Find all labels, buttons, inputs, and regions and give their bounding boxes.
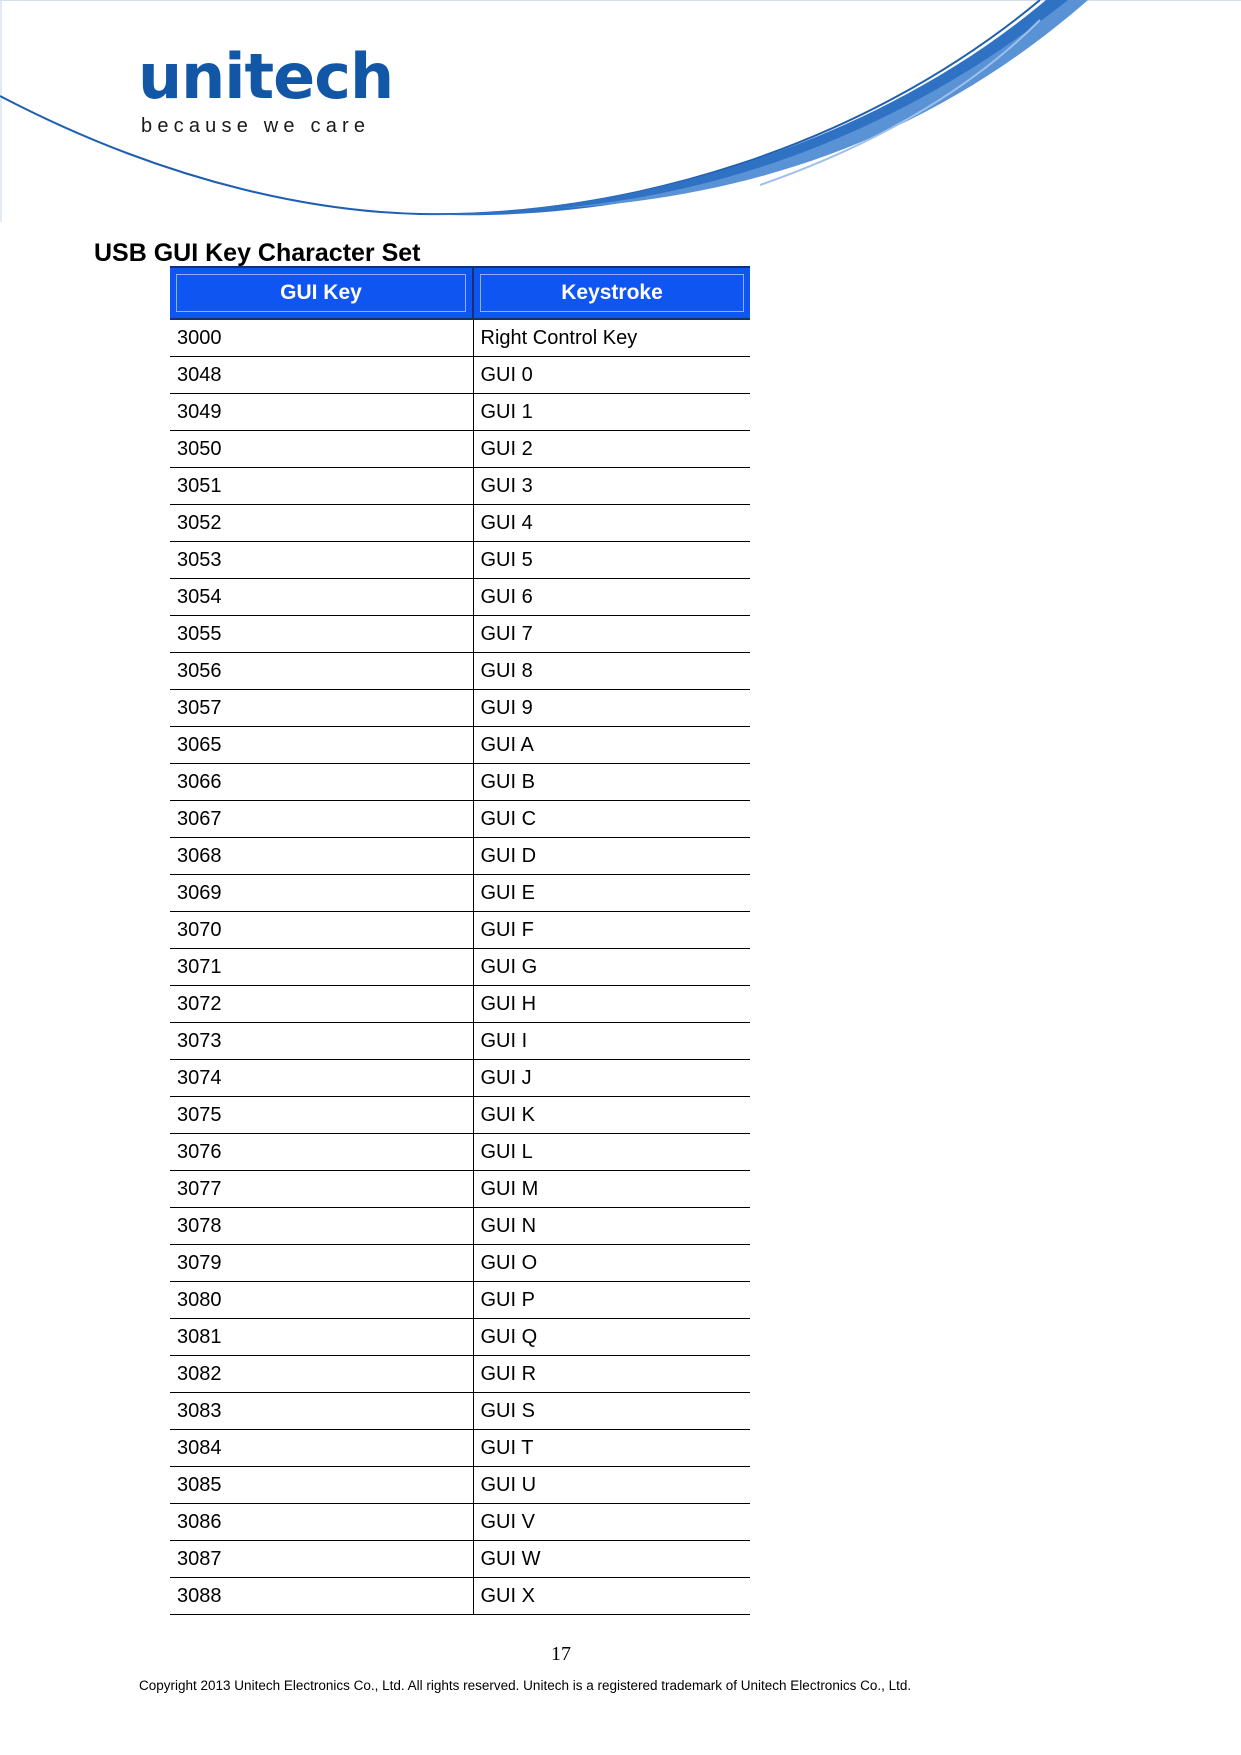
gui-key-cell: 3076 <box>170 1134 473 1171</box>
keystroke-cell: GUI S <box>473 1393 750 1430</box>
gui-key-cell: 3049 <box>170 394 473 431</box>
gui-key-cell: 3079 <box>170 1245 473 1282</box>
table-row <box>170 468 750 505</box>
gui-key-cell: 3087 <box>170 1541 473 1578</box>
table-row <box>170 1060 750 1097</box>
gui-key-cell: 3085 <box>170 1467 473 1504</box>
table-row <box>170 838 750 875</box>
table-row <box>170 1319 750 1356</box>
table-row <box>170 1023 750 1060</box>
table-row <box>170 505 750 542</box>
keystroke-cell: GUI 1 <box>473 394 750 431</box>
gui-key-cell: 3069 <box>170 875 473 912</box>
keystroke-cell: GUI N <box>473 1208 750 1245</box>
column-header-gui-key: GUI Key <box>170 267 473 319</box>
gui-key-cell: 3084 <box>170 1430 473 1467</box>
gui-key-cell: 3056 <box>170 653 473 690</box>
gui-key-cell: 3000 <box>170 319 473 357</box>
gui-key-cell: 3054 <box>170 579 473 616</box>
keystroke-cell: GUI F <box>473 912 750 949</box>
gui-key-cell: 3083 <box>170 1393 473 1430</box>
table-row <box>170 394 750 431</box>
gui-key-cell: 3077 <box>170 1171 473 1208</box>
table-row <box>170 579 750 616</box>
table-row <box>170 1208 750 1245</box>
logo-tagline: because we care <box>141 115 371 137</box>
gui-key-cell: 3072 <box>170 986 473 1023</box>
table-row <box>170 319 750 357</box>
table-row <box>170 1578 750 1615</box>
keystroke-cell: GUI O <box>473 1245 750 1282</box>
table-row <box>170 1171 750 1208</box>
keystroke-cell: GUI H <box>473 986 750 1023</box>
gui-key-cell: 3080 <box>170 1282 473 1319</box>
table-row <box>170 1282 750 1319</box>
gui-key-cell: 3048 <box>170 357 473 394</box>
keystroke-cell: GUI Q <box>473 1319 750 1356</box>
keystroke-cell: GUI U <box>473 1467 750 1504</box>
gui-key-cell: 3082 <box>170 1356 473 1393</box>
unitech-logo: unitech <box>138 40 394 113</box>
keystroke-cell: GUI T <box>473 1430 750 1467</box>
keystroke-cell: GUI R <box>473 1356 750 1393</box>
keystroke-cell: GUI 2 <box>473 431 750 468</box>
table-row <box>170 1097 750 1134</box>
keystroke-cell: GUI V <box>473 1504 750 1541</box>
gui-key-cell: 3086 <box>170 1504 473 1541</box>
table-row <box>170 727 750 764</box>
table-row <box>170 1467 750 1504</box>
keystroke-cell: GUI 0 <box>473 357 750 394</box>
keystroke-cell: GUI M <box>473 1171 750 1208</box>
keystroke-cell: GUI P <box>473 1282 750 1319</box>
keystroke-cell: GUI C <box>473 801 750 838</box>
table-header-row <box>170 267 750 319</box>
table-row <box>170 1504 750 1541</box>
table-row <box>170 653 750 690</box>
page-number: 17 <box>551 1643 571 1665</box>
table-row <box>170 542 750 579</box>
keystroke-cell: GUI 7 <box>473 616 750 653</box>
table-row <box>170 1356 750 1393</box>
gui-key-cell: 3065 <box>170 727 473 764</box>
keystroke-cell: GUI 9 <box>473 690 750 727</box>
keystroke-cell: GUI 8 <box>473 653 750 690</box>
gui-key-cell: 3051 <box>170 468 473 505</box>
table-row <box>170 1134 750 1171</box>
keystroke-cell: GUI 6 <box>473 579 750 616</box>
gui-key-cell: 3074 <box>170 1060 473 1097</box>
gui-key-cell: 3081 <box>170 1319 473 1356</box>
table-row <box>170 357 750 394</box>
table-row <box>170 690 750 727</box>
gui-key-table <box>170 266 750 1615</box>
keystroke-cell: GUI W <box>473 1541 750 1578</box>
keystroke-cell: GUI J <box>473 1060 750 1097</box>
gui-key-cell: 3075 <box>170 1097 473 1134</box>
table-row <box>170 616 750 653</box>
column-header-keystroke: Keystroke <box>473 267 750 319</box>
keystroke-cell: GUI K <box>473 1097 750 1134</box>
gui-key-cell: 3073 <box>170 1023 473 1060</box>
gui-key-cell: 3088 <box>170 1578 473 1615</box>
keystroke-cell: GUI A <box>473 727 750 764</box>
table-row <box>170 1541 750 1578</box>
keystroke-cell: Right Control Key <box>473 319 750 357</box>
gui-key-cell: 3052 <box>170 505 473 542</box>
keystroke-cell: GUI G <box>473 949 750 986</box>
gui-key-cell: 3067 <box>170 801 473 838</box>
keystroke-cell: GUI B <box>473 764 750 801</box>
gui-key-cell: 3068 <box>170 838 473 875</box>
table-row <box>170 1393 750 1430</box>
keystroke-cell: GUI L <box>473 1134 750 1171</box>
table-row <box>170 1430 750 1467</box>
keystroke-cell: GUI X <box>473 1578 750 1615</box>
gui-key-cell: 3057 <box>170 690 473 727</box>
keystroke-cell: GUI 4 <box>473 505 750 542</box>
table-row <box>170 986 750 1023</box>
gui-key-cell: 3071 <box>170 949 473 986</box>
keystroke-cell: GUI 5 <box>473 542 750 579</box>
gui-key-cell: 3053 <box>170 542 473 579</box>
table-row <box>170 431 750 468</box>
keystroke-cell: GUI D <box>473 838 750 875</box>
keystroke-cell: GUI I <box>473 1023 750 1060</box>
gui-key-cell: 3050 <box>170 431 473 468</box>
table-row <box>170 875 750 912</box>
table-row <box>170 801 750 838</box>
copyright-notice: Copyright 2013 Unitech Electronics Co., Ltd. All rights reserved. Unitech is a registered trademark of Unitech Electronics Co., Ltd. <box>139 1678 912 1693</box>
keystroke-cell: GUI E <box>473 875 750 912</box>
gui-key-cell: 3066 <box>170 764 473 801</box>
table-row <box>170 912 750 949</box>
keystroke-cell: GUI 3 <box>473 468 750 505</box>
gui-key-cell: 3078 <box>170 1208 473 1245</box>
table-row <box>170 1245 750 1282</box>
table-row <box>170 764 750 801</box>
table-row <box>170 949 750 986</box>
gui-key-cell: 3055 <box>170 616 473 653</box>
gui-key-cell: 3070 <box>170 912 473 949</box>
section-title: USB GUI Key Character Set <box>94 239 421 267</box>
